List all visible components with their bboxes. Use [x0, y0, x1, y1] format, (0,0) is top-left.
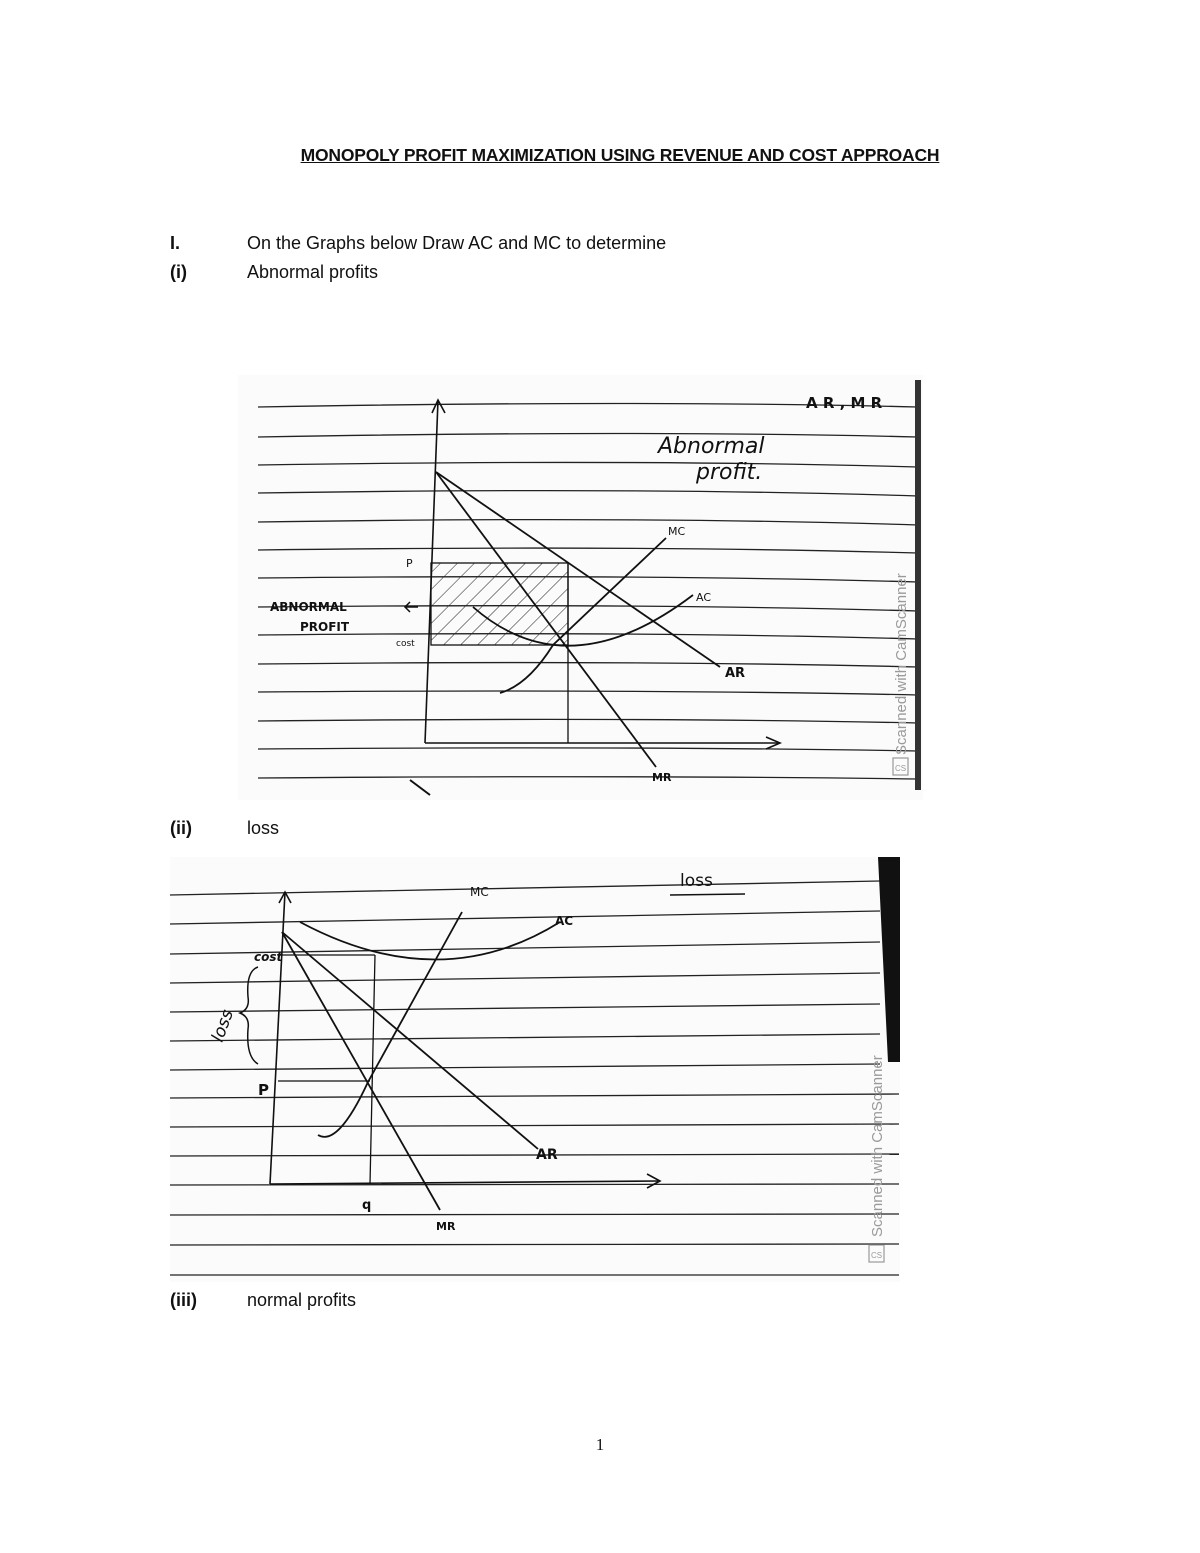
- loss-graph: [170, 857, 900, 1282]
- ar-curve: [282, 932, 538, 1149]
- label-abnormal-profit-2: PROFIT: [300, 620, 350, 634]
- item-number-i: (i): [170, 262, 187, 282]
- mr-curve: [282, 932, 440, 1210]
- loss-title-underline: [670, 894, 745, 895]
- label-ar: AR: [725, 666, 746, 681]
- label-ar-mr: A R , M R: [806, 394, 883, 412]
- question-number: I.: [170, 233, 181, 253]
- item-text-abnormal-profits: Abnormal profits: [247, 262, 379, 282]
- page-edge-shadow: [878, 857, 900, 1062]
- item-text-loss: loss: [247, 818, 280, 838]
- label-mc: MC: [668, 525, 686, 538]
- document-title: MONOPOLY PROFIT MAXIMIZATION USING REVENUE AND COST APPROACH: [300, 145, 940, 165]
- label-loss-title: loss: [680, 871, 713, 891]
- camscanner-logo-text: CS: [895, 764, 907, 773]
- label-ac: AC: [555, 914, 574, 928]
- pen-mark: [410, 780, 430, 795]
- question-text: On the Graphs below Draw AC and MC to determine: [247, 233, 667, 253]
- label-cost: cost: [254, 950, 283, 964]
- page-number: 1: [595, 1435, 605, 1454]
- ruled-lines: [170, 881, 899, 1275]
- label-loss-brace: loss: [207, 1007, 238, 1045]
- watermark-text: Scanned with CamScanner: [893, 573, 910, 755]
- label-mr: MR: [436, 1220, 456, 1233]
- label-profit: profit.: [696, 460, 763, 485]
- label-ac: AC: [696, 591, 712, 604]
- label-abnormal: Abnormal: [658, 434, 765, 459]
- abnormal-profit-area: [431, 563, 568, 645]
- label-ar: AR: [536, 1147, 558, 1163]
- camscanner-logo-text: CS: [871, 1251, 883, 1260]
- arrow-to-area: [405, 602, 418, 612]
- item-text-normal-profits: normal profits: [247, 1290, 357, 1310]
- item-number-ii: (ii): [170, 818, 192, 838]
- label-abnormal-profit-1: ABNORMAL: [270, 600, 347, 614]
- label-p: P: [406, 557, 413, 570]
- abnormal-profit-graph: [238, 375, 923, 800]
- ruled-lines: [258, 404, 918, 780]
- label-p: P: [258, 1081, 269, 1099]
- x-axis: [270, 1181, 658, 1184]
- watermark-text: Scanned with CamScanner: [869, 1055, 886, 1237]
- label-mr: MR: [652, 771, 672, 784]
- y-axis: [270, 892, 285, 1184]
- label-q: q: [362, 1198, 372, 1213]
- ac-curve: [300, 922, 560, 960]
- label-cost: cost: [396, 639, 415, 649]
- label-mc: MC: [470, 885, 489, 899]
- item-number-iii: (iii): [170, 1290, 197, 1310]
